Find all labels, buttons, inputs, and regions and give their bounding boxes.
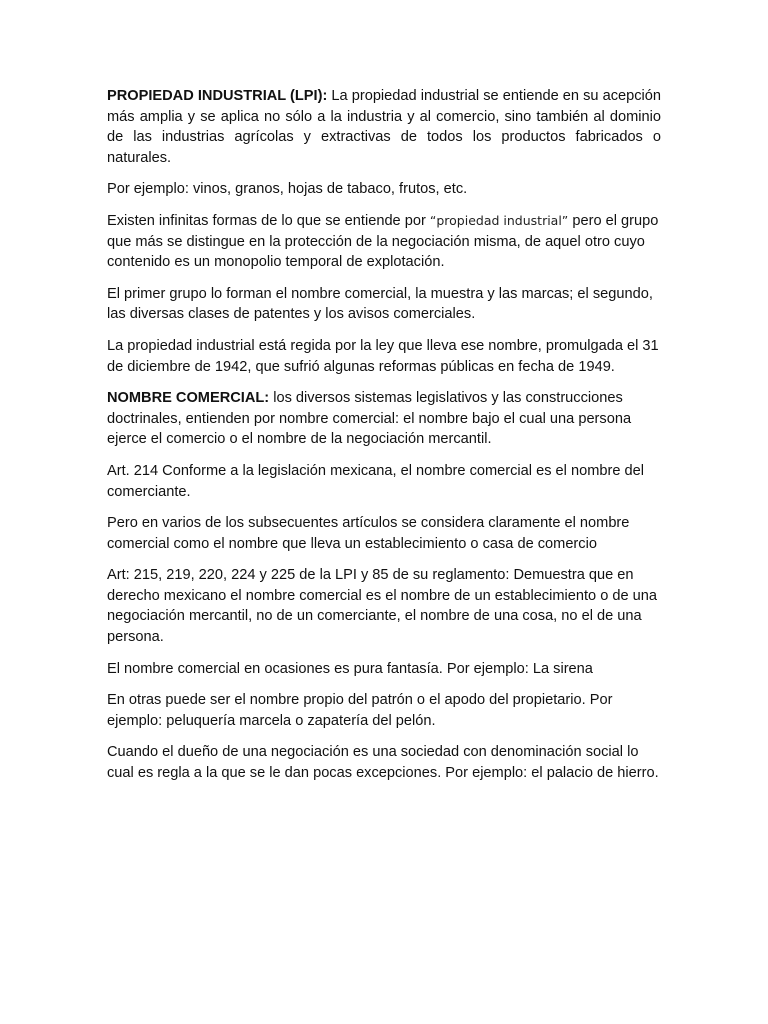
paragraph-text: los diversos sistemas legislativos y las construcciones doctrinales, entienden por nombre comercial: el nombre bajo el cual una persona ejerce el comercio o el nombre de la negociación mercantil. xyxy=(107,390,632,448)
paragraph-grupos: El primer grupo lo forman el nombre comercial, la muestra y las marcas; el segundo, las diversas clases de patentes y los avisos comerciales. xyxy=(107,285,653,323)
paragraph-propiedad-industrial xyxy=(107,86,661,168)
paragraph-formas-propiedad xyxy=(107,211,661,273)
paragraph-nombre-propio: En otras puede ser el nombre propio del patrón o el apodo del propietario. Por ejemplo: peluquería marcela o zapatería del pelón. xyxy=(107,692,613,729)
paragraph-text: La propiedad industrial se entiende en su acepción más amplia y se aplica no sólo a la industria y al comercio, sino también al dominio de las industrias agrícolas y extractivas de todos los productos fabricados o naturales. xyxy=(107,88,662,166)
paragraph-art-214: Art. 214 Conforme a la legislación mexicana, el nombre comercial es el nombre del comerciante. xyxy=(107,462,644,500)
heading-propiedad-industrial: PROPIEDAD INDUSTRIAL (LPI): xyxy=(107,88,328,104)
paragraph-nombre-comercial xyxy=(107,388,661,450)
paragraph-sociedad: Cuando el dueño de una negociación es una sociedad con denominación social lo cual es regla a la que se le dan pocas excepciones. Por ejemplo: el palacio de hierro. xyxy=(107,744,659,782)
quoted-term: “propiedad industrial” xyxy=(429,212,569,228)
paragraph-text: Existen infinitas formas de lo que se entiende por xyxy=(107,212,430,229)
paragraph-text: pero el grupo que más se distingue en la protección de la negociación misma, de aquel otro cuyo contenido es un monopolio temporal de explotación. xyxy=(107,212,659,271)
paragraph-art-215: Art: 215, 219, 220, 224 y 225 de la LPI y 85 de su reglamento: Demuestra que en derecho mexicano el nombre comercial es el nombre de un establecimiento o de una negociación mercantil, no de un comerciante, el nombre de una cosa, no el de una persona. xyxy=(107,567,658,646)
paragraph-fantasia: El nombre comercial en ocasiones es pura fantasía. Por ejemplo: La sirena xyxy=(107,660,593,677)
paragraph-ley: La propiedad industrial está regida por la ley que lleva ese nombre, promulgada el 31 de diciembre de 1942, que sufrió algunas reformas públicas en fecha de 1949. xyxy=(107,337,659,375)
heading-nombre-comercial: NOMBRE COMERCIAL: xyxy=(107,390,270,407)
paragraph-subsecuentes-articulos: Pero en varios de los subsecuentes artículos se considera claramente el nombre comercial como el nombre que lleva un establecimiento o casa de comercio xyxy=(107,515,630,552)
paragraph-ejemplo-productos: Por ejemplo: vinos, granos, hojas de tabaco, frutos, etc. xyxy=(107,181,468,198)
